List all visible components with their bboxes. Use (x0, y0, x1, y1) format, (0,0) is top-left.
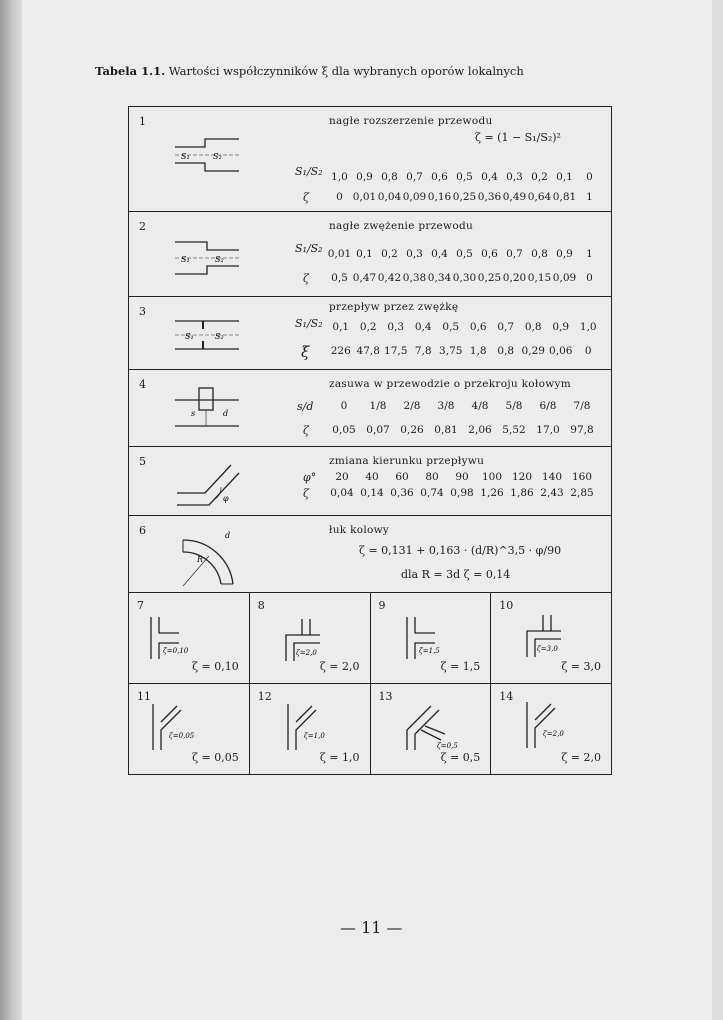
cell-number: 13 (378, 690, 393, 703)
svg-text:d: d (225, 531, 231, 540)
cell-number: 9 (378, 599, 386, 612)
row-b-values: 0,05 0,07 0,26 0,81 2,06 5,52 17,0 97,8 (332, 424, 594, 436)
row-4 (129, 370, 611, 446)
fitting-cell-12 (250, 684, 370, 774)
svg-text:d: d (223, 409, 229, 418)
cell-zeta: ζ = 0,10 (192, 660, 239, 673)
svg-text:ζ=3,0: ζ=3,0 (537, 645, 559, 653)
page-gutter-shadow (0, 0, 22, 1020)
sudden-expansion-diagram (173, 135, 243, 175)
svg-text:ζ=1,0: ζ=1,0 (303, 732, 325, 740)
row-b-label: ζ (303, 272, 309, 285)
svg-text:s: s (191, 409, 196, 418)
tee-fitting-diagram (145, 613, 205, 663)
cell-zeta: ζ = 2,0 (561, 751, 601, 764)
row-title: nagłe rozszerzenie przewodu (329, 115, 493, 127)
row-a-label: S₁/S₂ (295, 317, 323, 330)
row-formula: ζ = 0,131 + 0,163 · (d/R)^3,5 · φ/90 (359, 544, 562, 557)
row-a-label: S₁/S₂ (295, 242, 323, 255)
svg-text:S₁: S₁ (185, 332, 194, 341)
tee-fitting-diagram (280, 615, 340, 665)
fitting-cell-11 (129, 684, 249, 774)
svg-text:φ: φ (223, 494, 229, 503)
gate-valve-diagram (173, 386, 243, 432)
row-a-values: 0,1 0,2 0,3 0,4 0,5 0,6 0,7 0,8 0,9 1,0 (332, 321, 597, 333)
row-b-label: ζ (303, 191, 309, 204)
fitting-cell-7 (129, 593, 249, 683)
sudden-contraction-diagram (173, 238, 243, 278)
row-b-values: 226 47,8 17,5 7,8 3,75 1,8 0,8 0,29 0,06 0 (330, 345, 592, 357)
row-a-values: 20 40 60 80 90 100 120 140 160 (335, 471, 593, 483)
svg-text:S₁: S₁ (181, 255, 190, 264)
cell-number: 10 (499, 599, 514, 612)
fitting-cell-13 (371, 684, 491, 774)
cell-number: 11 (137, 690, 151, 703)
svg-text:S₂: S₂ (215, 255, 224, 264)
cell-number: 8 (257, 599, 265, 612)
svg-text:ζ=0,10: ζ=0,10 (163, 647, 189, 655)
cell-number: 14 (499, 690, 514, 703)
caption-text: Wartości współczynników ξ dla wybranych oporów lokalnych (168, 64, 524, 78)
row-a-label: S₁/S₂ (295, 165, 323, 178)
row-title: łuk kolowy (329, 524, 390, 536)
svg-text:ζ=1,5: ζ=1,5 (418, 647, 440, 655)
svg-text:ζ=0,05: ζ=0,05 (169, 732, 195, 740)
row-b-label: ζ (303, 487, 309, 500)
resistance-table (128, 106, 612, 775)
tee-fitting-diagram (401, 613, 461, 663)
svg-text:S₂: S₂ (213, 152, 222, 161)
page-number: — 11 — (340, 918, 403, 937)
row-number: 1 (139, 115, 146, 128)
row-b-label: ξ (301, 343, 310, 361)
caption-label: Tabela 1.1. (95, 64, 166, 78)
row-a-values: 0,01 0,1 0,2 0,3 0,4 0,5 0,6 0,7 0,8 0,9 1 (327, 248, 593, 260)
row-a-values: 0 1/8 2/8 3/8 4/8 5/8 6/8 7/8 (340, 400, 591, 412)
row-b-label: ζ (303, 424, 309, 437)
fitting-cell-9 (371, 593, 491, 683)
table-caption (95, 64, 524, 78)
cell-number: 12 (257, 690, 272, 703)
orifice-diagram (173, 315, 243, 355)
row-number: 4 (139, 378, 146, 391)
wye-fitting-diagram (282, 700, 342, 754)
row-formula: ζ = (1 − S₁/S₂)² (475, 131, 561, 144)
row-title: zasuwa w przewodzie o przekroju kołowym (329, 378, 572, 390)
cell-zeta: ζ = 0,05 (192, 751, 239, 764)
row-a-label: φ° (303, 471, 317, 484)
cell-zeta: ζ = 1,0 (319, 751, 360, 764)
row-b-values: 0 0,01 0,04 0,09 0,16 0,25 0,36 0,49 0,64 0,81 1 (336, 191, 593, 203)
row-number: 3 (139, 305, 146, 318)
row-6 (129, 516, 611, 592)
svg-text:S₁: S₁ (181, 152, 190, 161)
fitting-cell-10 (491, 593, 611, 683)
row-5 (129, 447, 611, 515)
row-note: dla R = 3d ζ = 0,14 (401, 568, 511, 581)
svg-text:ζ=0,5: ζ=0,5 (436, 742, 458, 750)
svg-text:ζ=2,0: ζ=2,0 (295, 649, 317, 657)
cell-zeta: ζ = 2,0 (319, 660, 360, 673)
svg-text:ζ=2,0: ζ=2,0 (543, 730, 565, 738)
direction-change-diagram (175, 457, 245, 507)
cell-zeta: ζ = 0,5 (440, 751, 481, 764)
fitting-cell-14 (491, 684, 611, 774)
tee-fitting-diagram (521, 611, 581, 661)
row-2 (129, 212, 611, 296)
cell-number: 7 (137, 599, 144, 612)
row-b-values: 0,04 0,14 0,36 0,74 0,98 1,26 1,86 2,43 2,85 (330, 487, 594, 499)
row-a-values: 1,0 0,9 0,8 0,7 0,6 0,5 0,4 0,3 0,2 0,1 0 (331, 171, 593, 183)
row-title: przepływ przez zwężkę (329, 301, 459, 313)
wye-fitting-diagram (147, 700, 207, 754)
row-3 (129, 297, 611, 369)
row-number: 2 (139, 220, 146, 233)
row-number: 5 (139, 455, 146, 468)
row-a-label: s/d (297, 400, 314, 413)
svg-text:R: R (197, 555, 204, 564)
svg-text:S₂: S₂ (215, 332, 224, 341)
cell-zeta: ζ = 3,0 (561, 660, 601, 673)
cell-zeta: ζ = 1,5 (440, 660, 481, 673)
row-1 (129, 107, 611, 211)
row-title: nagłe zwężenie przewodu (329, 220, 474, 232)
row-number: 6 (139, 524, 146, 537)
row-title: zmiana kierunku przepływu (329, 455, 485, 467)
fitting-cell-8 (250, 593, 370, 683)
wye-fitting-diagram (401, 700, 465, 754)
circular-bend-diagram (179, 526, 249, 588)
row-b-values: 0,5 0,47 0,42 0,38 0,34 0,30 0,25 0,20 0,15 0,09 0 (331, 272, 593, 284)
wye-fitting-diagram (521, 698, 581, 752)
